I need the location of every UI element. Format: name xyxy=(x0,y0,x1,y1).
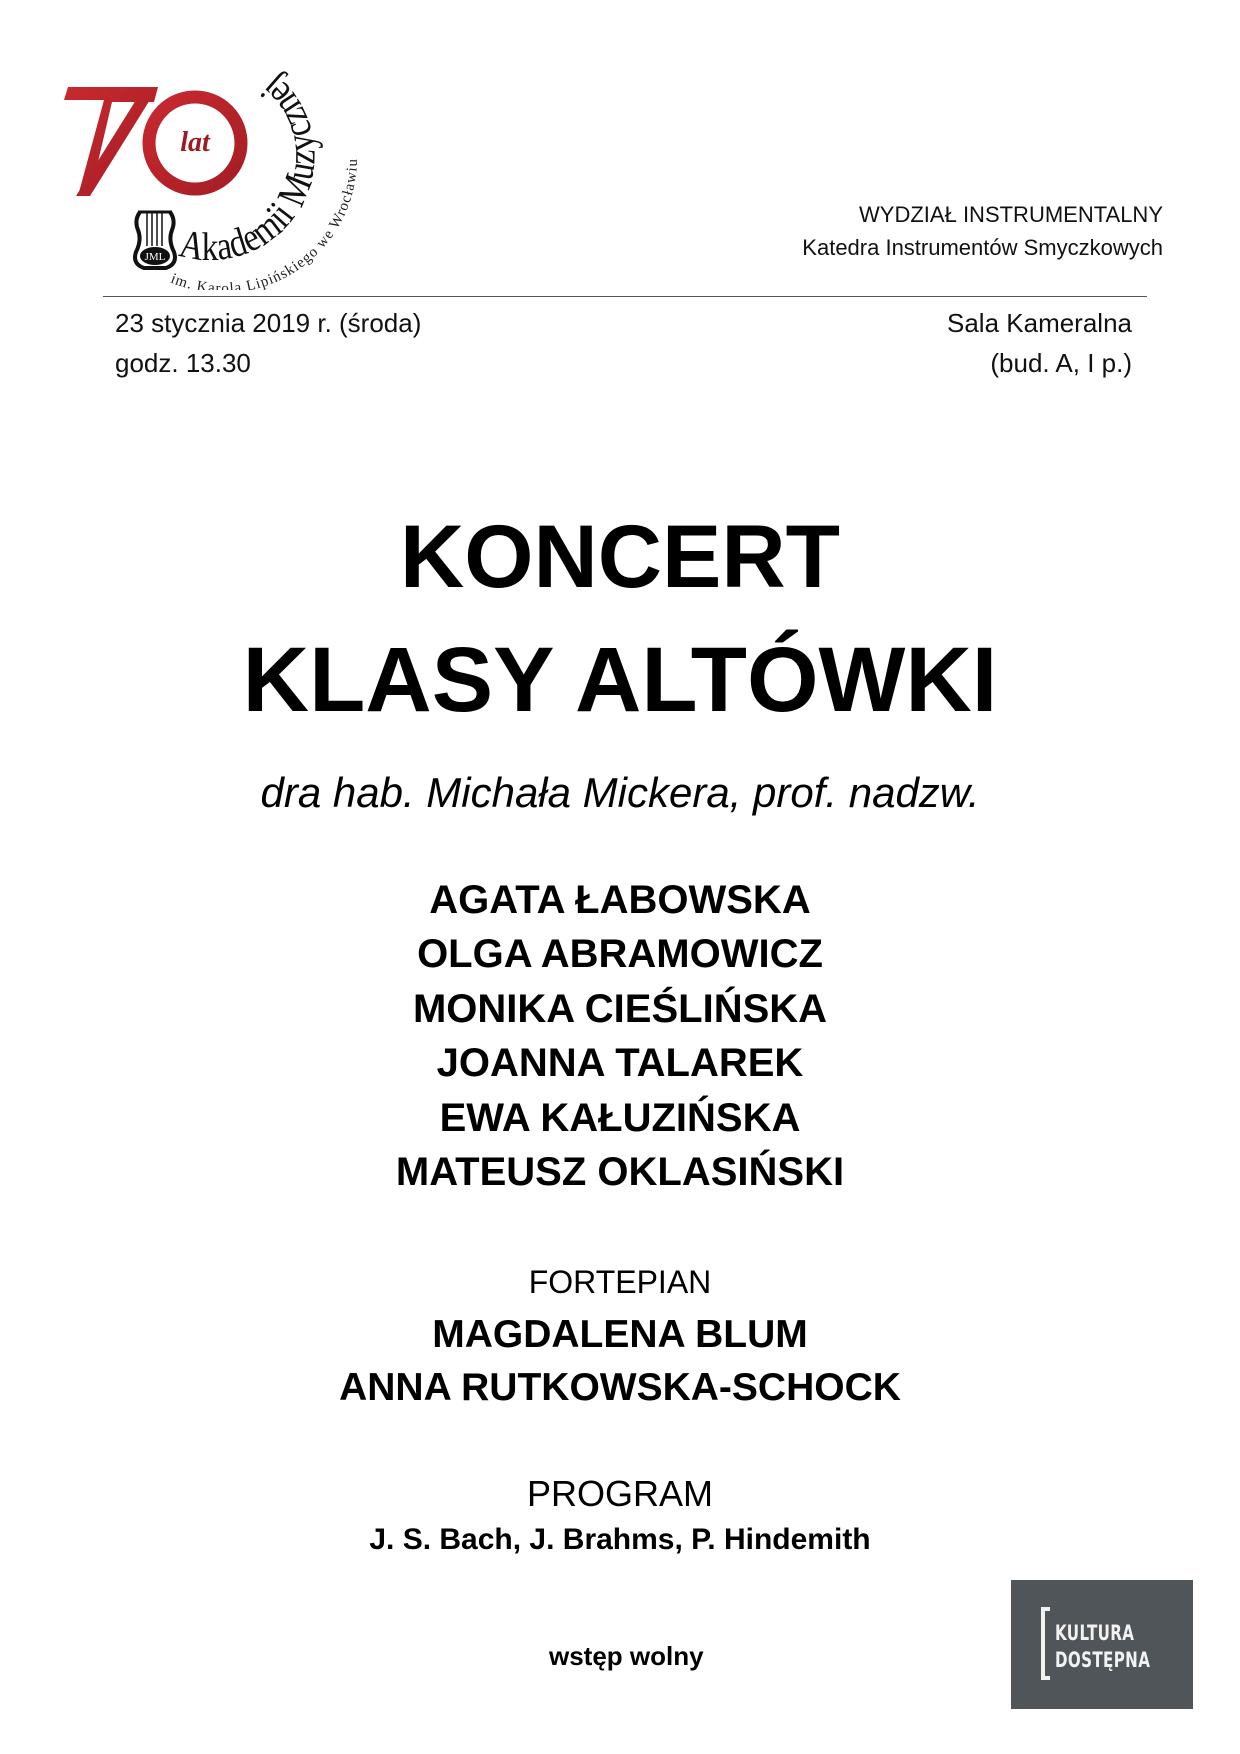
arc-subtitle: im. Karola Lipińskiego we Wrocławiu xyxy=(168,157,361,290)
event-time: godz. 13.30 xyxy=(115,348,251,378)
badge-line-2: DOSTĘPNA xyxy=(1055,1648,1151,1672)
title-line-1: KONCERT xyxy=(399,506,841,606)
program-composers: J. S. Bach, J. Brahms, P. Hindemith xyxy=(369,1523,871,1556)
teacher-subtitle: dra hab. Michała Mickera, prof. nadzw. xyxy=(260,769,980,816)
pianists-list xyxy=(0,1308,1240,1414)
performer: EWA KAŁUZIŃSKA xyxy=(439,1095,801,1140)
academy-logo xyxy=(50,20,370,290)
event-venue xyxy=(947,303,1132,383)
performer: MONIKA CIEŚLIŃSKA xyxy=(412,986,828,1031)
title-line-2: KLASY ALTÓWKI xyxy=(242,629,998,731)
header-divider xyxy=(103,296,1147,297)
faculty-header xyxy=(802,198,1163,264)
performer: JOANNA TALAREK xyxy=(436,1041,804,1086)
faculty-name: WYDZIAŁ INSTRUMENTALNY xyxy=(859,202,1163,227)
pianist: ANNA RUTKOWSKA-SCHOCK xyxy=(339,1366,901,1409)
program-label: PROGRAM xyxy=(526,1473,713,1514)
piano-label: FORTEPIAN xyxy=(528,1264,712,1300)
lat-text: lat xyxy=(180,127,210,158)
kultura-dostepna-badge xyxy=(1011,1580,1193,1709)
lyre-icon xyxy=(135,212,175,268)
admission-note: wstęp wolny xyxy=(549,1641,704,1671)
svg-text:JML: JML xyxy=(144,251,166,263)
venue-detail: (bud. A, I p.) xyxy=(990,348,1132,378)
event-datetime xyxy=(115,303,421,383)
performer: MATEUSZ OKLASIŃSKI xyxy=(395,1150,845,1195)
arc-title: Akademii Muzycznej xyxy=(175,65,324,271)
seventy-number xyxy=(64,87,241,196)
performer: OLGA ABRAMOWICZ xyxy=(417,932,823,977)
venue-name: Sala Kameralna xyxy=(947,308,1132,338)
event-date: 23 stycznia 2019 r. (środa) xyxy=(115,308,422,338)
performer: AGATA ŁABOWSKA xyxy=(429,878,811,922)
pianist: MAGDALENA BLUM xyxy=(432,1313,808,1356)
department-name: Katedra Instrumentów Smyczkowych xyxy=(802,235,1163,260)
bracket-icon xyxy=(1041,1607,1050,1680)
badge-line-1: KULTURA xyxy=(1055,1621,1135,1645)
performers-list xyxy=(0,873,1240,1199)
